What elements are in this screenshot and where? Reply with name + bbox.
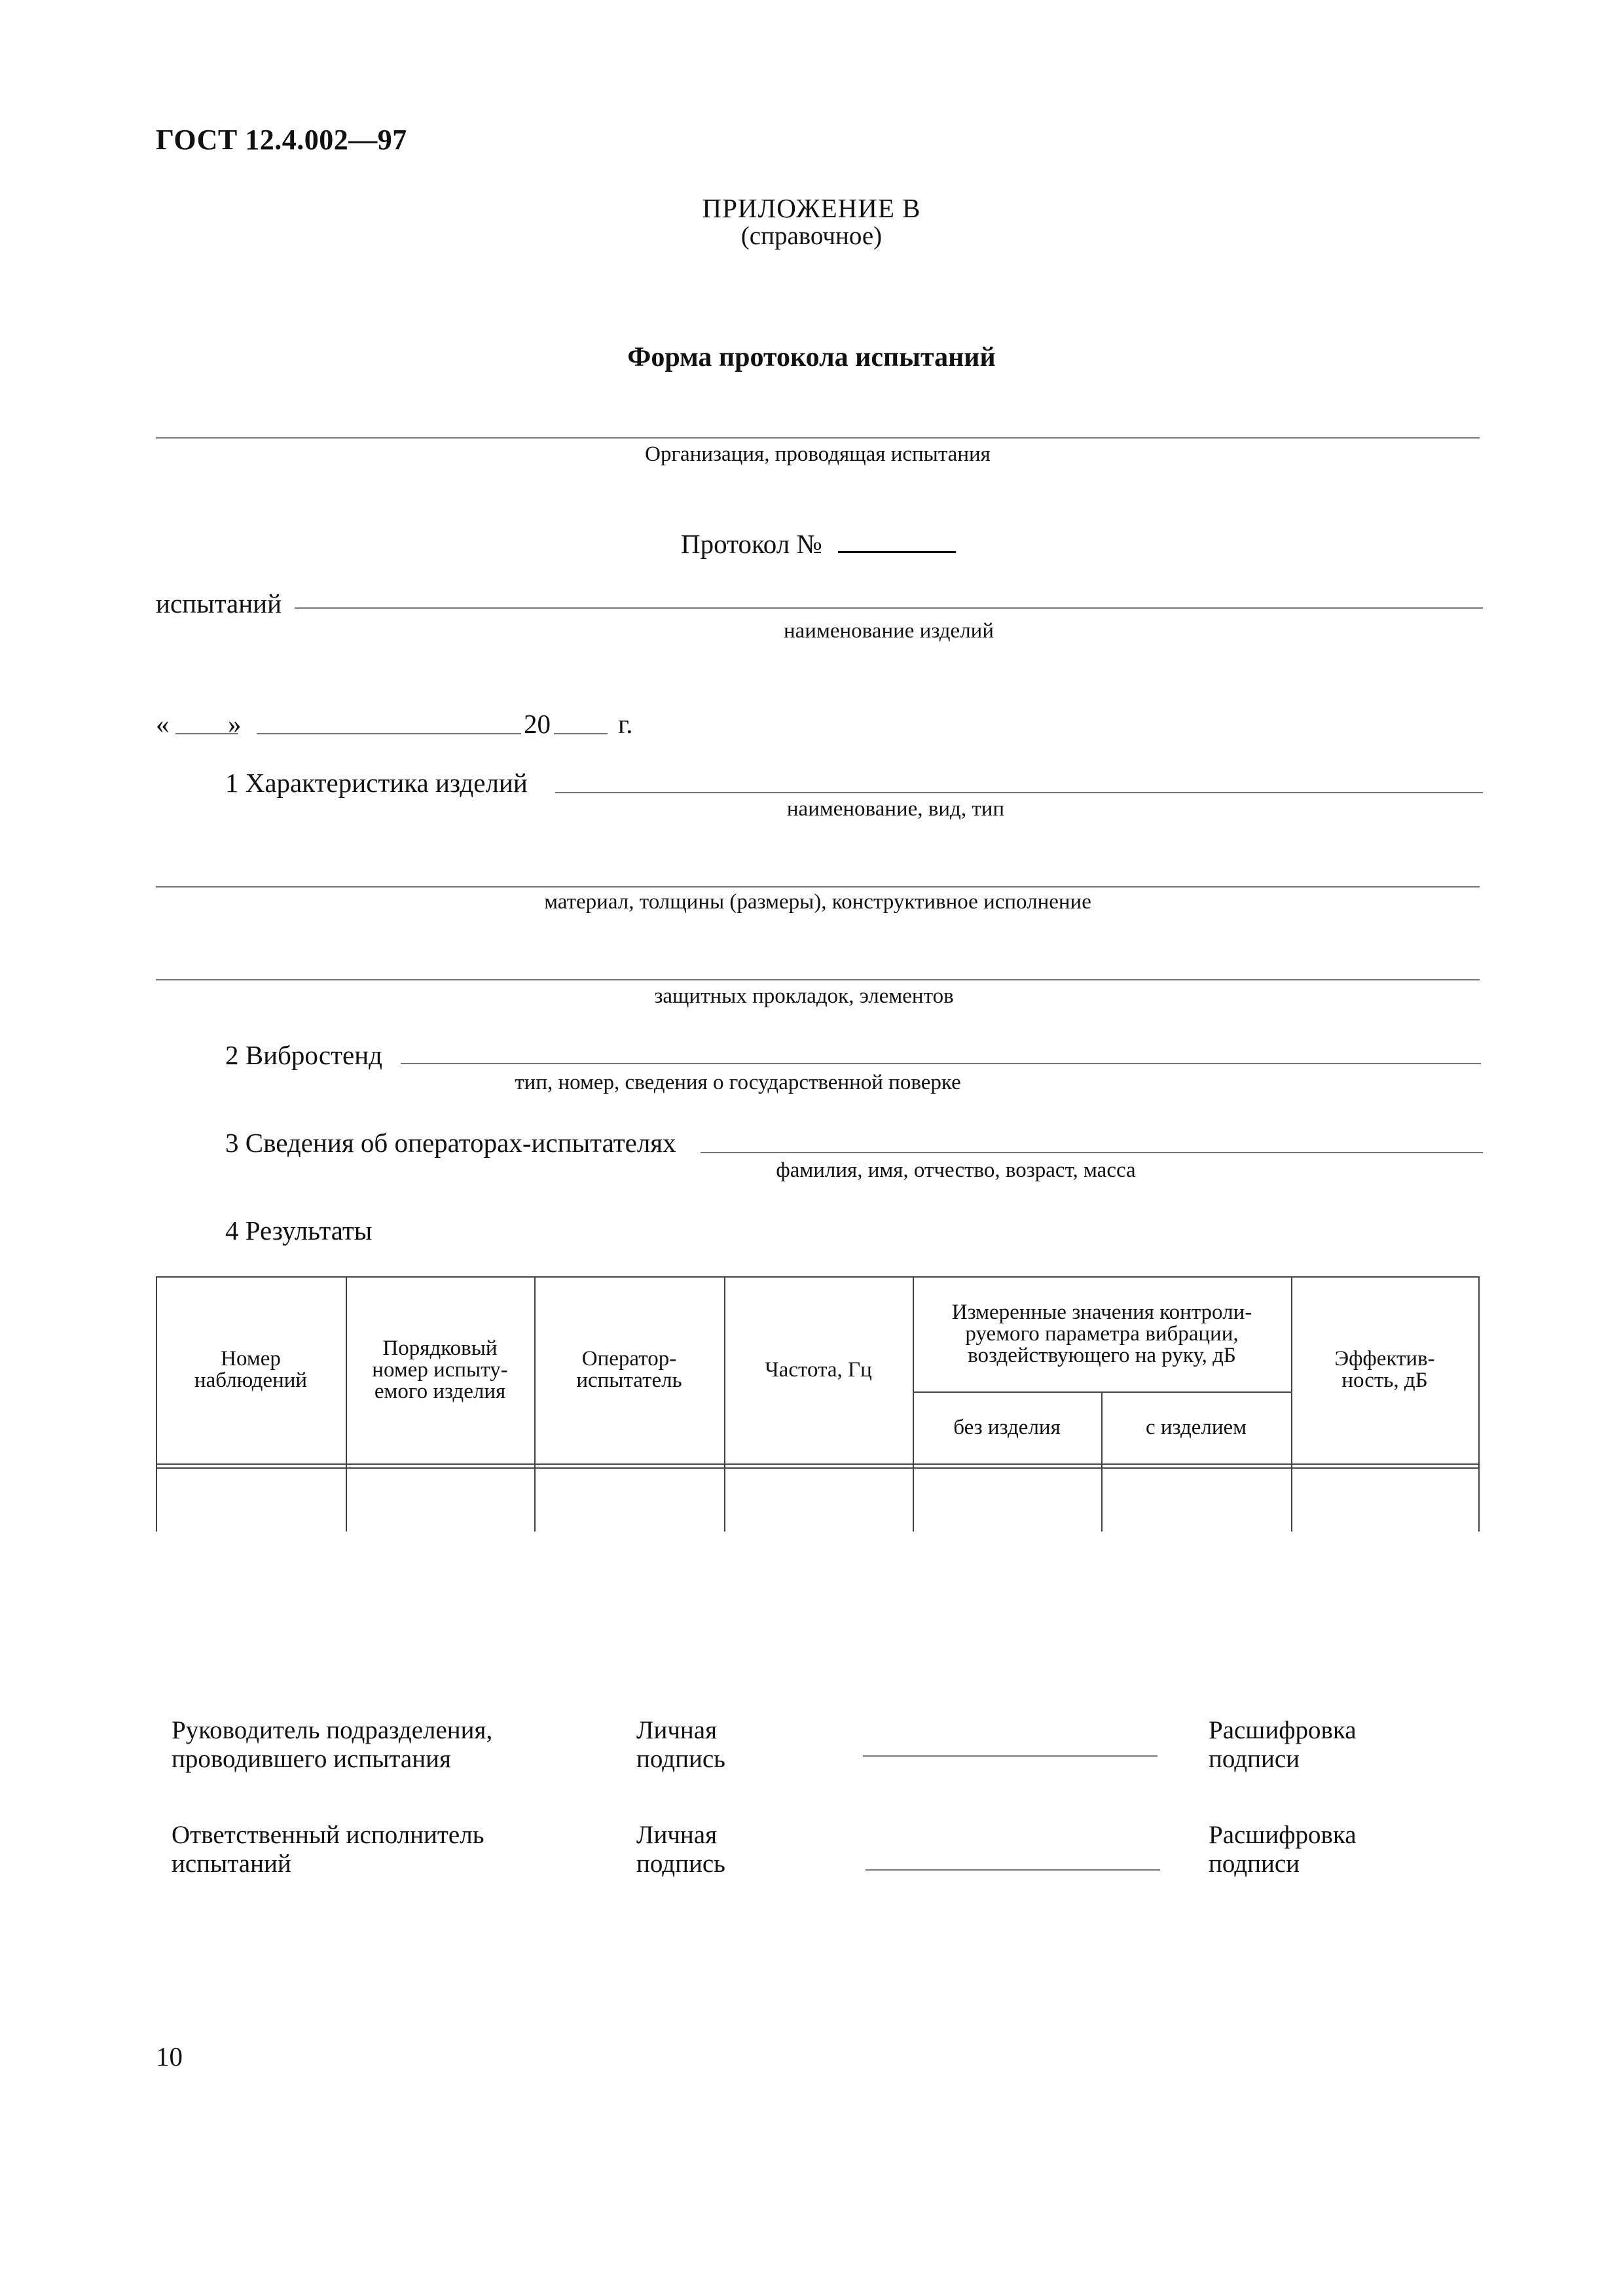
item1-line-3[interactable] bbox=[156, 979, 1480, 980]
date-month-field[interactable] bbox=[257, 733, 521, 734]
col-measured-values-group: Измеренные значения контроли-руемого параметра вибрации, воздействующего на руку, дБ bbox=[951, 1300, 1252, 1367]
table-row[interactable] bbox=[156, 1469, 1480, 1532]
item1-line[interactable] bbox=[555, 792, 1483, 793]
item2-line[interactable] bbox=[401, 1063, 1481, 1064]
appendix-title: ПРИЛОЖЕНИЕ В bbox=[702, 193, 921, 223]
date-year-prefix: 20 bbox=[524, 709, 551, 739]
tests-name-line[interactable] bbox=[295, 607, 1483, 609]
tests-caption: наименование изделий bbox=[784, 619, 994, 643]
organization-line[interactable] bbox=[156, 437, 1480, 439]
appendix-status: (справочное) bbox=[740, 222, 883, 250]
date-year-suffix: г. bbox=[618, 709, 633, 739]
item1-caption-2: материал, толщины (размеры), конструктивное исполнение bbox=[544, 890, 1091, 914]
date-close-quote: » bbox=[228, 709, 242, 739]
item3-line[interactable] bbox=[701, 1152, 1483, 1153]
signature-role-1: Руководитель подразделения, проводившего испытания bbox=[172, 1716, 493, 1773]
protocol-label: Протокол № bbox=[681, 529, 822, 559]
document-code: ГОСТ 12.4.002—97 bbox=[156, 124, 407, 156]
col-without-item: без изделия bbox=[953, 1415, 1061, 1439]
col-operator: Оператор-испытатель bbox=[576, 1347, 682, 1392]
item3-label: 3 Сведения об операторах-испытателях bbox=[225, 1128, 676, 1158]
item3-caption: фамилия, имя, отчество, возраст, масса bbox=[776, 1158, 1136, 1182]
col-frequency: Частота, Гц bbox=[765, 1357, 872, 1382]
protocol-number bbox=[681, 526, 956, 560]
item1-caption-3: защитных прокладок, элементов bbox=[654, 984, 954, 1008]
signature-line-2[interactable] bbox=[866, 1869, 1160, 1871]
date-year-field[interactable] bbox=[554, 733, 608, 734]
signature-decode-label-1: Расшифровка подписи bbox=[1209, 1716, 1357, 1773]
signature-role-2: Ответственный исполнитель испытаний bbox=[172, 1821, 484, 1878]
col-with-item: с изделием bbox=[1145, 1415, 1247, 1439]
item4-label: 4 Результаты bbox=[225, 1215, 373, 1246]
form-title: Форма протокола испытаний bbox=[627, 342, 996, 372]
col-observation-number: Номер наблюдений bbox=[194, 1347, 308, 1392]
item1-caption: наименование, вид, тип bbox=[786, 797, 1005, 821]
organization-caption: Организация, проводящая испытания bbox=[645, 442, 991, 466]
personal-signature-label-2: Личная подпись bbox=[636, 1821, 725, 1878]
signature-line-1[interactable] bbox=[863, 1755, 1158, 1757]
personal-signature-label-1: Личная подпись bbox=[636, 1716, 725, 1773]
item2-caption: тип, номер, сведения о государственной поверке bbox=[515, 1071, 961, 1094]
results-table bbox=[156, 1276, 1480, 1532]
item1-label: 1 Характеристика изделий bbox=[225, 768, 528, 798]
item2-label: 2 Вибростенд bbox=[225, 1040, 383, 1070]
protocol-number-field[interactable] bbox=[838, 526, 956, 553]
signature-decode-label-2: Расшифровка подписи bbox=[1209, 1821, 1357, 1878]
tests-label: испытаний bbox=[156, 588, 282, 619]
item1-line-2[interactable] bbox=[156, 886, 1480, 888]
page-number: 10 bbox=[156, 2041, 183, 2072]
col-item-serial-number: Порядковый номер испыту-емого изделия bbox=[372, 1336, 508, 1403]
date-open-quote: « bbox=[156, 709, 170, 739]
col-effectiveness: Эффектив-ность, дБ bbox=[1334, 1347, 1435, 1392]
